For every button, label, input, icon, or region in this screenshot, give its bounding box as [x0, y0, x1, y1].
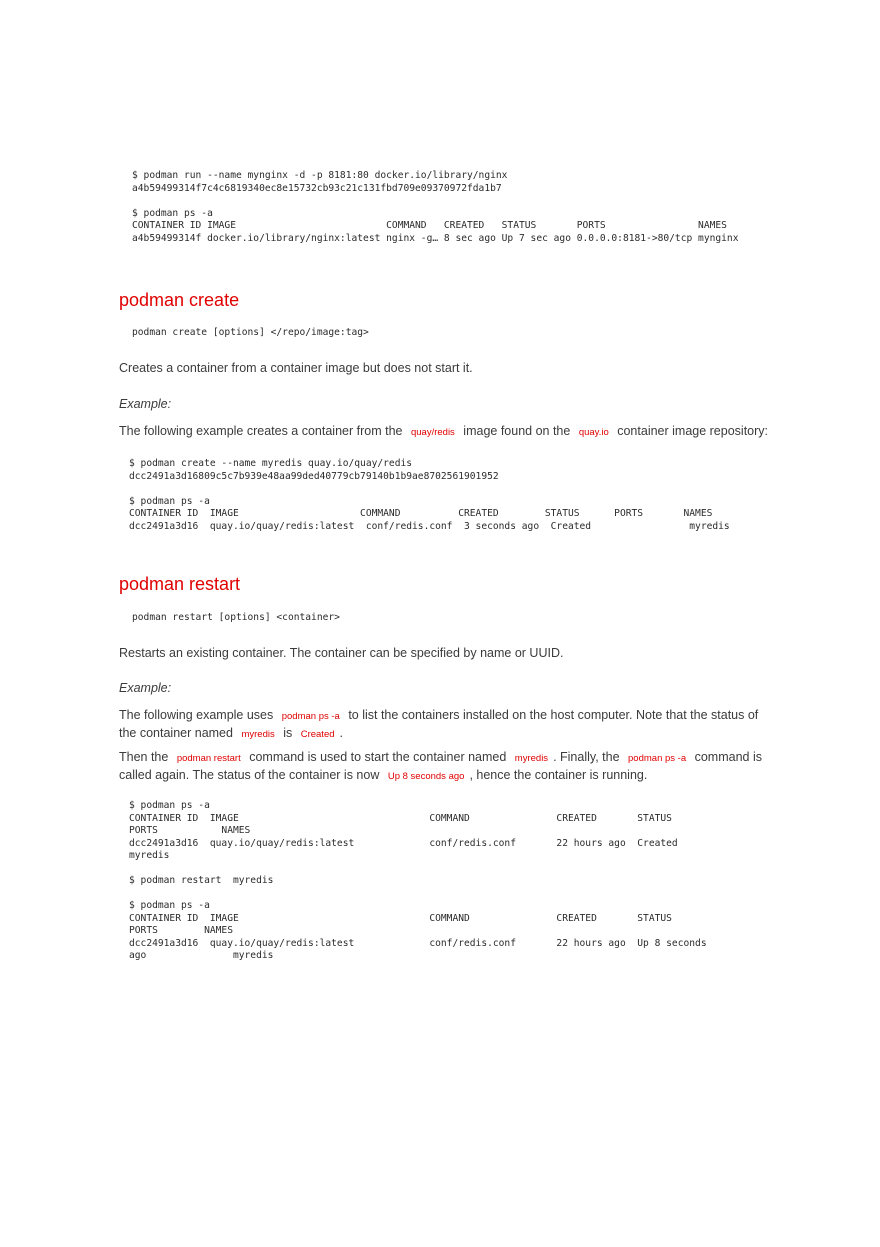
text-run: image found on the: [463, 424, 571, 438]
inline-code: quay/redis: [410, 427, 455, 438]
code-line: CONTAINER ID IMAGE COMMAND CREATED STATUS: [129, 812, 672, 824]
code-line: PORTS NAMES: [129, 825, 251, 836]
restart-example-paragraph-1: [119, 707, 764, 743]
restart-example-label: Example:: [119, 681, 172, 695]
code-line: $ podman ps -a: [129, 495, 210, 507]
inline-code: Created: [300, 729, 335, 740]
text-run: , hence the container is running.: [469, 768, 648, 782]
restart-description: Restarts an existing container. The container can be specified by name or UUID.: [119, 646, 564, 660]
code-line: dcc2491a3d16 quay.io/quay/redis:latest conf/redis.conf 3 seconds ago Created myredis: [129, 520, 730, 532]
text-run: to list the containers installed on the host computer. Note that the status of the container named: [119, 708, 759, 740]
code-line: CONTAINER ID IMAGE COMMAND CREATED STATUS PORTS NAMES: [129, 508, 713, 519]
text-run: command is used to start the container named: [249, 750, 507, 764]
create-example-label: Example:: [119, 397, 172, 411]
code-line: myredis: [129, 850, 170, 861]
create-syntax: podman create [options] </repo/image:tag>: [132, 327, 369, 338]
inline-code: quay.io: [578, 427, 609, 438]
code-line: a4b59499314f7c4c6819340ec8e15732cb93c21c131fbd709e09370972fda1b7: [132, 182, 502, 194]
code-line: $ podman ps -a: [129, 900, 210, 911]
inline-code: myredis: [514, 753, 549, 764]
code-line: $ podman ps -a: [129, 800, 210, 811]
restart-syntax: podman restart [options] <container>: [132, 612, 340, 623]
restart-code-block: [129, 800, 707, 963]
code-line: CONTAINER ID IMAGE COMMAND CREATED STATUS PORTS NAMES: [132, 220, 727, 231]
code-line: ago myredis: [129, 950, 274, 961]
code-line: a4b59499314f docker.io/library/nginx:latest nginx -g… 8 sec ago Up 7 sec ago 0.0.0.0:8181->80/tcp mynginx: [132, 232, 739, 244]
inline-code: podman restart: [176, 753, 241, 764]
create-description: Creates a container from a container image but does not start it.: [119, 361, 473, 375]
inline-code: podman ps -a: [281, 711, 340, 722]
code-line: $ podman ps -a: [132, 207, 213, 219]
code-line: $ podman run --name mynginx -d -p 8181:80 docker.io/library/nginx: [132, 170, 508, 181]
text-run: container image repository:: [617, 424, 769, 438]
text-run: Then the: [119, 750, 169, 764]
section-heading-create: podman create: [119, 290, 240, 310]
text-run: is: [283, 726, 293, 740]
code-line: dcc2491a3d16 quay.io/quay/redis:latest conf/redis.conf 22 hours ago Created: [129, 837, 678, 849]
inline-code: myredis: [241, 729, 275, 740]
code-line: dcc2491a3d16809c5c7b939e48aa99ded40779cb79140b1b9ae8702561901952: [129, 470, 499, 482]
text-run: . Finally, the: [553, 750, 620, 764]
section-heading-restart: podman restart: [119, 574, 241, 594]
code-line: $ podman create --name myredis quay.io/quay/redis: [129, 458, 413, 469]
text-run: command is called again. The status of the container is now: [119, 750, 762, 782]
text-run: The following example uses: [119, 708, 274, 722]
create-code-block: [129, 458, 730, 533]
run-code-block: [132, 170, 738, 245]
code-line: PORTS NAMES: [129, 925, 233, 936]
inline-code: Up 8 seconds ago: [387, 771, 465, 782]
create-example-paragraph: [119, 423, 799, 441]
text-run: The following example creates a container from the: [119, 424, 403, 438]
text-run: .: [339, 726, 344, 740]
code-line: CONTAINER ID IMAGE COMMAND CREATED STATUS: [129, 912, 672, 924]
inline-code: podman ps -a: [628, 753, 687, 764]
code-line: dcc2491a3d16 quay.io/quay/redis:latest conf/redis.conf 22 hours ago Up 8 seconds: [129, 937, 707, 949]
restart-example-paragraph-2: [119, 749, 764, 785]
code-line: $ podman restart myredis: [129, 875, 274, 886]
